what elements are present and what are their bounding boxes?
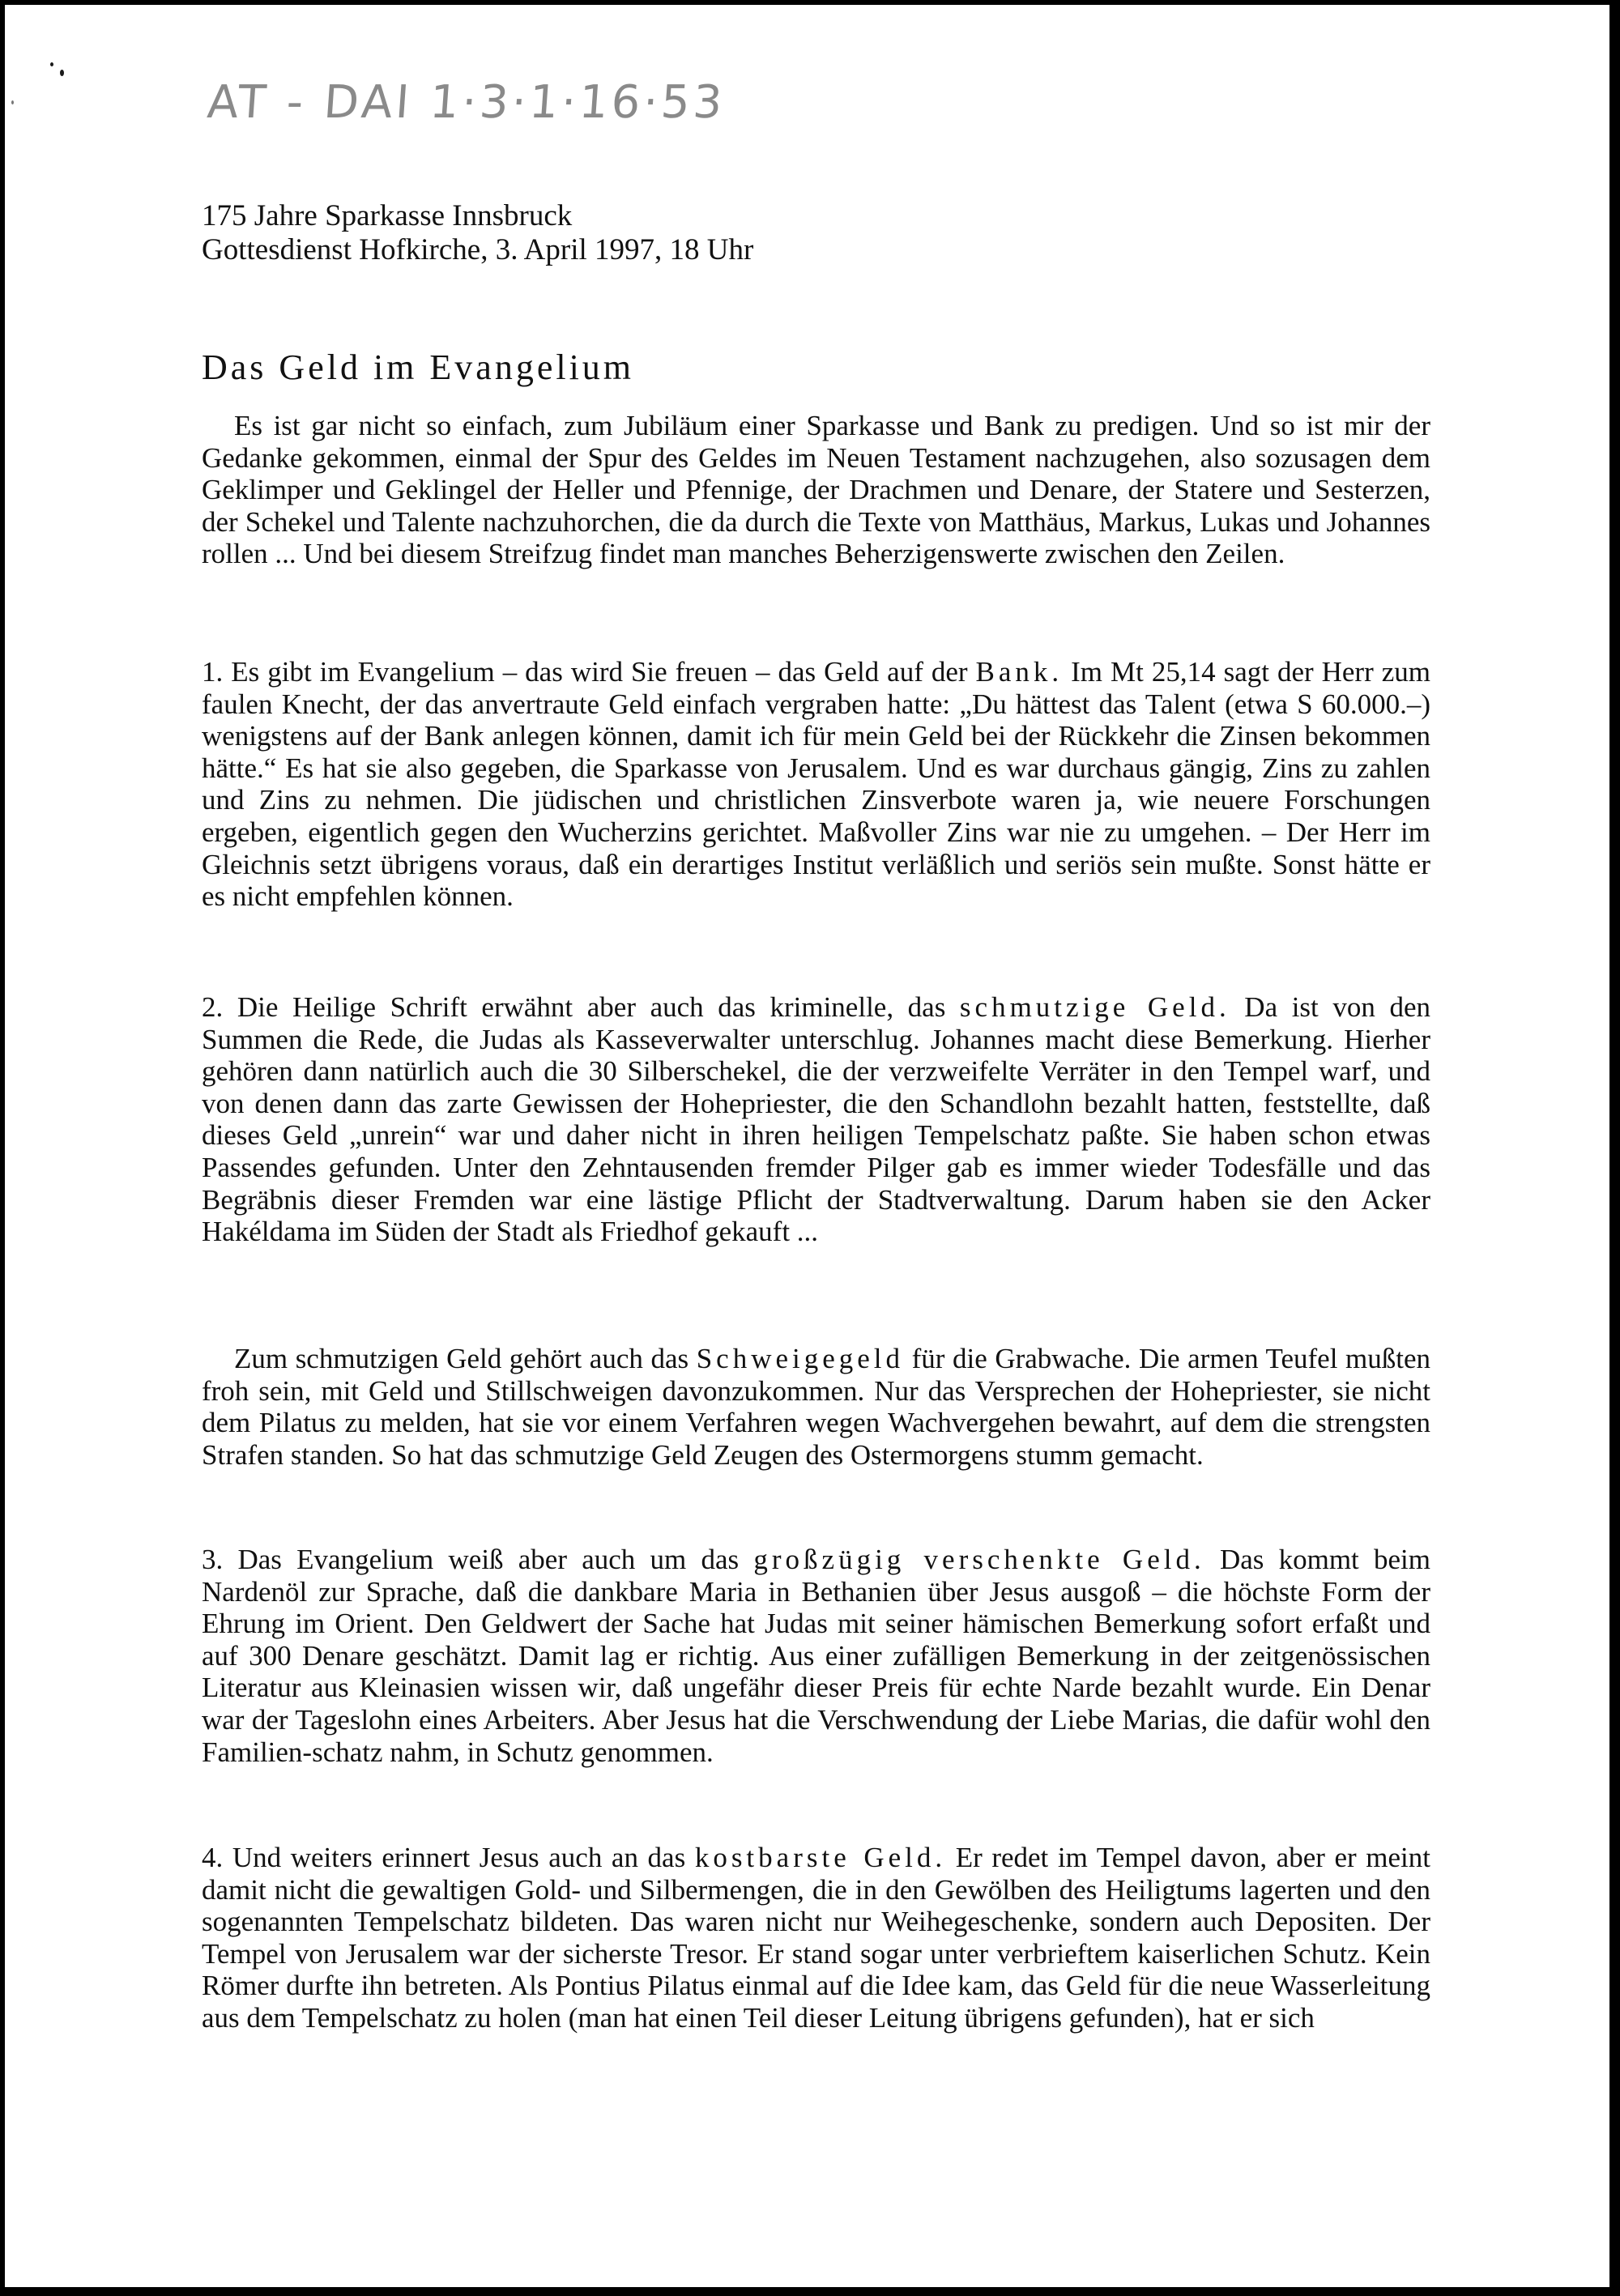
section-2-hush-money: [202, 1343, 1430, 1471]
emphasis-term: Schweigegeld: [696, 1343, 905, 1374]
document-header: [202, 199, 753, 267]
scanned-page: [5, 5, 1609, 2287]
section-text: Das kommt beim Nardenöl zur Sprache, daß die dankbare Maria in Bethanien über Jesus ausgoß – die höchste Form der Ehrung im Orient. Den Geldwert der Sache hat Judas mit seiner hämischen Bemerkung sofort erfaßt und auf 300 Denare geschätzt. Damit lag er richtig. Aus einer zufälligen Bemerkung in der zeitgenössischen Literatur aus Kleinasien wissen wir, daß ungefähr dieser Preis für echte Narde bezahlt wurde. Ein Denar war der Tageslohn eines Arbeiters. Aber Jesus hat die Verschwendung der Liebe Marias, die dafür wohl den Familien-schatz nahm, in Schutz genommen.: [202, 1544, 1430, 1768]
section-text: Im Mt 25,14 sagt der Herr zum faulen Knecht, der das anvertraute Geld einfach vergraben hatte: „Du hättest das Talent (etwa S 60.000.–) wenigstens auf der Bank anlegen können, damit ich für mein Geld bei der Rückkehr die Zinsen bekommen hätte.“ Es hat sie also gegeben, die Sparkasse von Jerusalem. Und es war durchaus gängig, Zins zu zahlen und Zins zu nehmen. Die jüdischen und christlichen Zinsverbote waren ja, wie neuere Forschungen ergeben, eigentlich gegen den Wucherzins gerichtet. Maßvoller Zins war nie zu umgehen. – Der Herr im Gleichnis setzt übrigens voraus, daß ein derartiges Institut verläßlich und seriös sein mußte. Sonst hätte er es nicht empfehlen können.: [202, 656, 1430, 913]
intro-paragraph: Es ist gar nicht so einfach, zum Jubiläum einer Sparkasse und Bank zu predigen. Und so ist mir der Gedanke gekommen, einmal der Spur des Geldes im Neuen Testament nachzugehen, also sozusagen dem Geklimper und Geklingel der Heller und Pfennige, der Drachmen und Denare, der Statere und Sesterzen, der Schekel und Talente nachzuhorchen, die da durch die Texte von Matthäus, Markus, Lukas und Johannes rollen ... Und bei diesem Streifzug findet man manches Beherzigenswerte zwischen den Zeilen.: [202, 410, 1430, 570]
section-text: 3. Das Evangelium weiß aber auch um das: [202, 1544, 754, 1575]
section-text: 1. Es gibt im Evangelium – das wird Sie freuen – das Geld auf der: [202, 656, 976, 688]
section-text: 4. Und weiters erinnert Jesus auch an das: [202, 1842, 695, 1873]
section-3-generous-money: [202, 1544, 1430, 1768]
emphasis-term: schmutzige Geld.: [959, 991, 1230, 1023]
emphasis-term: großzügig verschenkte Geld.: [753, 1544, 1205, 1575]
header-service-date: Gottesdienst Hofkirche, 3. April 1997, 18 Uhr: [202, 233, 754, 266]
page-title: Das Geld im Evangelium: [202, 347, 635, 387]
section-text: 2. Die Heilige Schrift erwähnt aber auch das kriminelle, das: [202, 991, 960, 1023]
section-4-precious-money: [202, 1842, 1430, 2034]
section-text: Da ist von den Summen die Rede, die Judas als Kasseverwalter unterschlug. Johannes macht diese Bemerkung. Hierher gehören dann natürlich auch die 30 Silberschekel, die der verzweifelte Verräter in den Tempel warf, und von denen dann das zarte Gewissen der Hohepriester, die den Schandlohn bezahlt hatten, feststellte, daß dieses Geld „unrein“ war und daher nicht in ihren heiligen Tempelschatz paßte. Sie haben schon etwas Passendes gefunden. Unter den Zehntausenden fremder Pilger gab es immer wieder Todesfälle und das Begräbnis dieser Fremden war eine lästige Pflicht der Stadtverwaltung. Darum haben sie den Acker Hakéldama im Süden der Stadt als Friedhof gekauft ...: [202, 991, 1430, 1248]
section-text: Er redet im Tempel davon, aber er meint damit nicht die gewaltigen Gold- und Silbermengen, die in den Gewölben des Heiligtums lagerten und den sogenannten Tempelschatz bildeten. Das waren nicht nur Weihegeschenke, sondern auch Depositen. Der Tempel von Jerusalem war der sicherste Tresor. Er stand sogar unter verbrieftem kaiserlichen Schutz. Kein Römer durfte ihn betreten. Als Pontius Pilatus einmal auf die Idee kam, das Geld für die neue Wasserleitung aus dem Tempelschatz zu holen (man hat einen Teil dieser Leitung übrigens gefunden), hat er sich: [202, 1842, 1430, 2034]
header-occasion: 175 Jahre Sparkasse Innsbruck: [202, 199, 573, 232]
section-1-bank: [202, 656, 1430, 913]
emphasis-term: kostbarste Geld.: [694, 1842, 947, 1873]
emphasis-term: Bank.: [975, 656, 1064, 688]
handwritten-archive-number: AT - DAI 1·3·1·16·53: [205, 76, 727, 129]
scan-speck: [60, 70, 64, 76]
scan-speck: [50, 62, 53, 66]
scan-speck: [11, 100, 14, 104]
section-text: für die Grabwache. Die armen Teufel mußten froh sein, mit Geld und Stillschweigen davonzukommen. Nur das Versprechen der Hohepriester, sie nicht dem Pilatus zu melden, hat sie vor einem Verfahren wegen Wachvergehen bewahrt, auf dem die strengsten Strafen standen. So hat das schmutzige Geld Zeugen des Ostermorgens stumm gemacht.: [202, 1343, 1430, 1471]
section-2-dirty-money: [202, 991, 1430, 1248]
section-text: Zum schmutzigen Geld gehört auch das: [234, 1343, 697, 1374]
